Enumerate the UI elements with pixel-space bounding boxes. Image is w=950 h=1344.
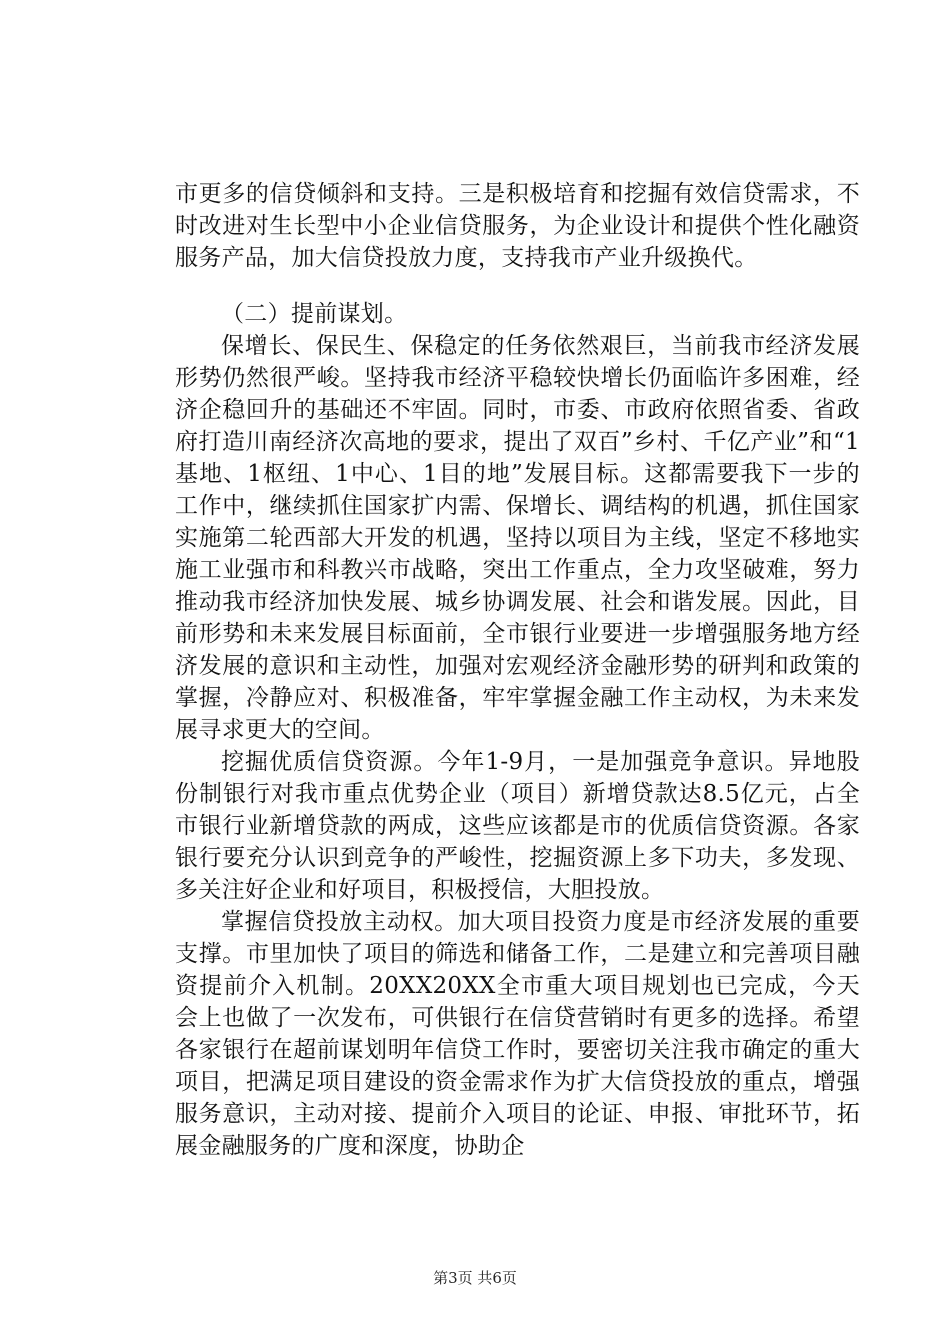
continuation-text-block	[175, 178, 860, 274]
main-text-block	[175, 298, 860, 1162]
page-number-footer: 第3页 共6页	[433, 1269, 517, 1287]
section-heading: （二）提前谋划。	[221, 301, 408, 327]
body-paragraph: 掌握信贷投放主动权。加大项目投资力度是市经济发展的重要支撑。市里加快了项目的筛选和储备工作，二是建立和完善项目融资提前介入机制。20XX20XX全市重大项目规划也已完成，今天会上也做了一次发布，可供银行在信贷营销时有更多的选择。希望各家银行在超前谋划明年信贷工作时，要密切关注我市确定的重大项目，把满足项目建设的资金需求作为扩大信贷投放的重点，增强服务意识，主动对接、提前介入项目的论证、申报、审批环节，拓展金融服务的广度和深度，协助企	[175, 909, 860, 1159]
body-paragraph: 保增长、保民生、保稳定的任务依然艰巨，当前我市经济发展形势仍然很严峻。坚持我市经济平稳较快增长仍面临许多困难，经济企稳回升的基础还不牢固。同时，市委、市政府依照省委、省政府打造川南经济次高地的要求，提出了双百”乡村、千亿产业”和“1基地、1枢纽、1中心、1目的地”发展目标。这都需要我下一步的工作中，继续抓住国家扩内需、保增长、调结构的机遇，抓住国家实施第二轮西部大开发的机遇，坚持以项目为主线，坚定不移地实施工业强市和科教兴市战略，突出工作重点，全力攻坚破难，努力推动我市经济加快发展、城乡协调发展、社会和谐发展。因此，目前形势和未来发展目标面前，全市银行业要进一步增强服务地方经济发展的意识和主动性，加强对宏观经济金融形势的研判和政策的掌握，冷静应对、积极准备，牢牢掌握金融工作主动权，为未来发展寻求更大的空间。	[175, 333, 860, 743]
continuation-paragraph: 市更多的信贷倾斜和支持。三是积极培育和挖掘有效信贷需求，不时改进对生长型中小企业信贷服务，为企业设计和提供个性化融资服务产品，加大信贷投放力度，支持我市产业升级换代。	[175, 181, 860, 271]
body-paragraph: 挖掘优质信贷资源。今年1-9月，一是加强竞争意识。异地股份制银行对我市重点优势企业（项目）新增贷款达8.5亿元，占全市银行业新增贷款的两成，这些应该都是市的优质信贷资源。各家银行要充分认识到竞争的严峻性，挖掘资源上多下功夫，多发现、多关注好企业和好项目，积极授信，大胆投放。	[175, 749, 860, 903]
